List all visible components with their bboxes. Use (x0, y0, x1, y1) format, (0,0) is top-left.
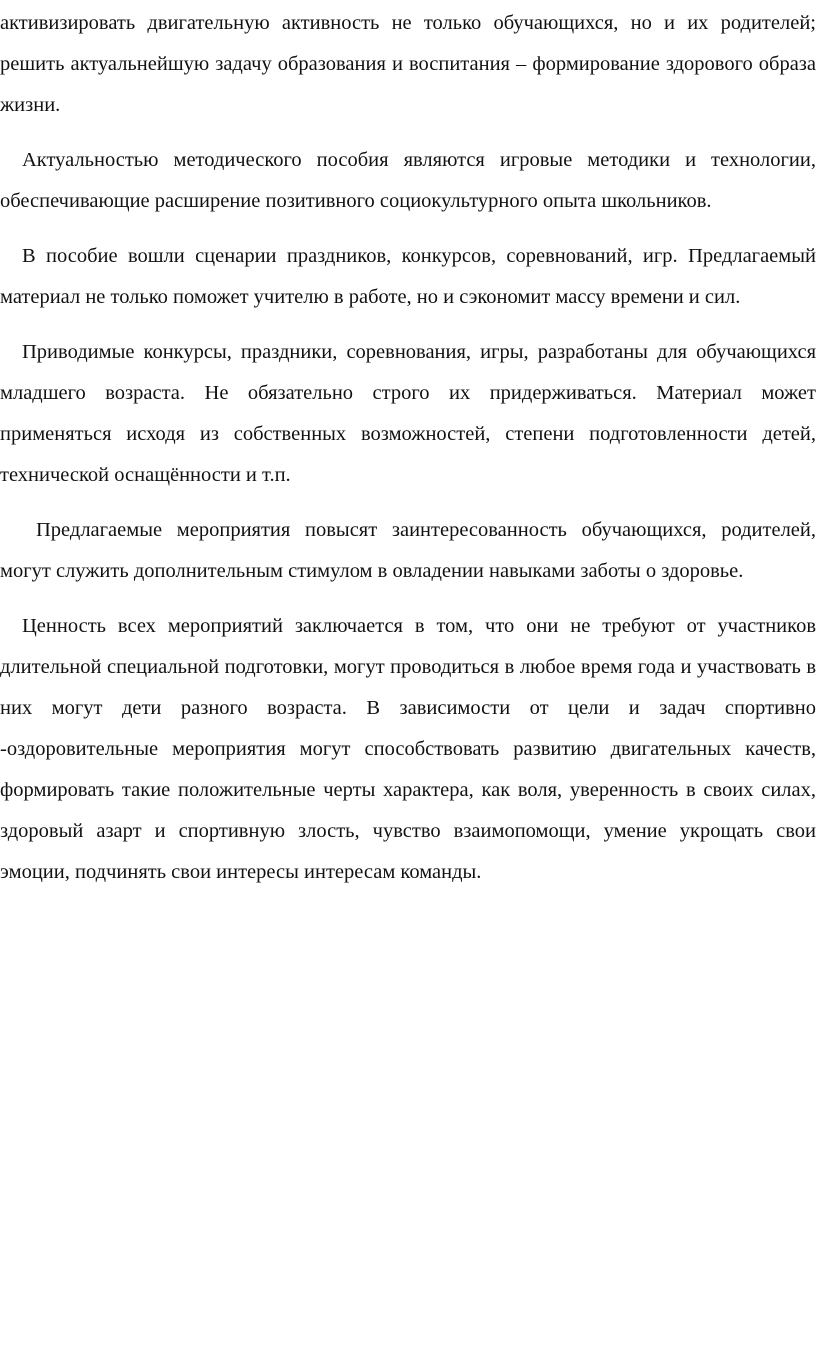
paragraph-relevance: Актуальностью методического пособия являются игровые методики и технологии, обеспечивающие расширение позитивного социокультурного опыта школьников. (0, 149, 816, 212)
paragraph-continuation: активизировать двигательную активность не только обучающихся, но и их родителей; решить актуальнейшую задачу образования и воспитания – формирование здорового образа жизни. (0, 12, 816, 116)
paragraph-activities: Приводимые конкурсы, праздники, соревнования, игры, разработаны для обучающихся младшего возраста. Не обязательно строго их придерживаться. Материал может применяться исходя из собственных возможностей, степени подготовленности детей, технической оснащённости и т.п. (0, 341, 816, 486)
paragraph-value: Ценность всех мероприятий заключается в том, что они не требуют от участников длительной специальной подготовки, могут проводиться в любое время года и участвовать в них могут дети разного возраста. В зависимости от цели и задач спортивно -оздоровительные мероприятия могут способствовать развитию двигательных качеств, формировать такие положительные черты характера, как воля, уверенность в своих силах, здоровый азарт и спортивную злость, чувство взаимопомощи, умение укрощать свои эмоции, подчинять свои интересы интересам команды. (0, 615, 816, 883)
paragraph-proposed-events: Предлагаемые мероприятия повысят заинтересованность обучающихся, родителей, могут служить дополнительным стимулом в овладении навыками заботы о здоровье. (0, 519, 816, 582)
paragraph-contents: В пособие вошли сценарии праздников, конкурсов, соревнований, игр. Предлагаемый материал не только поможет учителю в работе, но и сэкономит массу времени и сил. (0, 245, 816, 308)
